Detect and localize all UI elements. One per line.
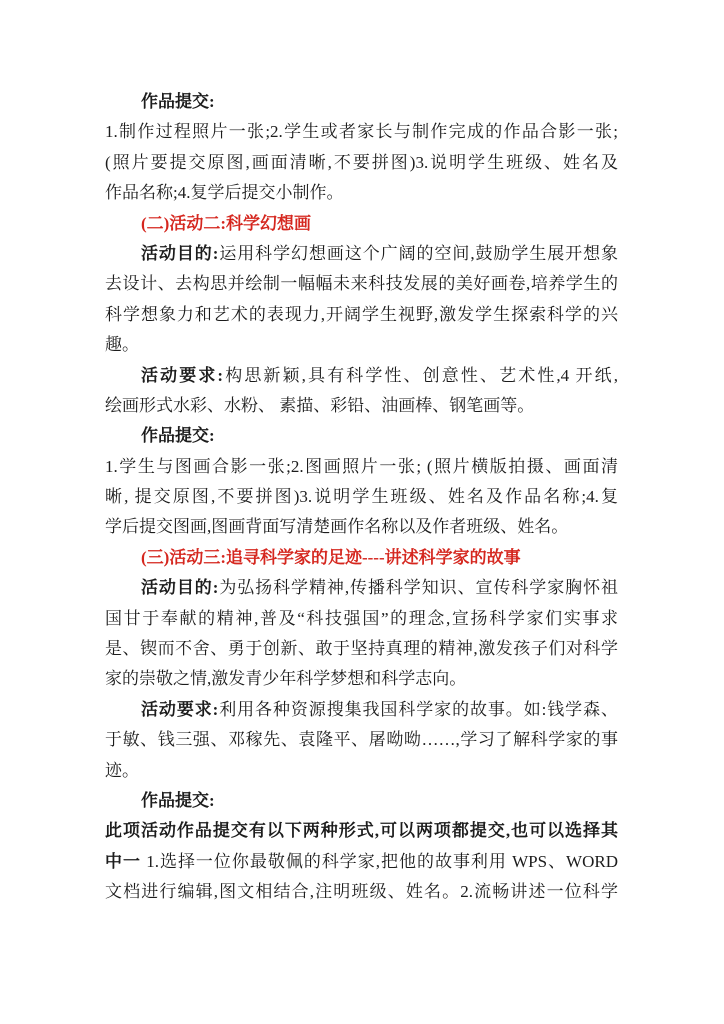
text-segment: 国甘于奉献的精神,普及“科技强国”的理念,宣扬科学家们实事求 xyxy=(105,608,618,628)
text-segment: 作品提交: xyxy=(141,790,215,810)
text-segment: (照片要提交原图,画面清晰,不要拼图)3.说明学生班级、姓名及 xyxy=(105,152,618,172)
text-segment: 活动要求: xyxy=(141,699,219,719)
text-line xyxy=(105,391,618,421)
text-segment: (三)活动三:追寻科学家的足迹----讲述科学家的故事 xyxy=(141,547,521,567)
text-segment: 科学想象力和艺术的表现力,开阔学生视野,激发学生探索科学的兴 xyxy=(105,304,618,324)
text-line xyxy=(105,604,618,634)
subheading-work-submission-2 xyxy=(105,421,618,451)
text-segment: 去设计、去构思并绘制一幅幅未来科技发展的美好画卷,培养学生的 xyxy=(105,274,618,294)
text-segment: 家的崇敬之情,激发青少年科学梦想和科学志向。 xyxy=(105,669,467,689)
text-line xyxy=(105,816,618,846)
text-line xyxy=(105,239,618,269)
text-line xyxy=(105,877,618,907)
text-segment: 于敏、钱三强、邓稼先、袁隆平、屠呦呦……,学习了解科学家的事 xyxy=(105,730,618,750)
text-segment: 1.制作过程照片一张;2.学生或者家长与制作完成的作品合影一张; xyxy=(105,122,618,142)
text-segment: 作品名称;4.复学后提交小制作。 xyxy=(105,183,344,203)
text-line xyxy=(105,148,618,178)
text-segment: 中一 xyxy=(105,851,147,871)
text-segment: 为弘扬科学精神,传播科学知识、宣传科学家胸怀祖 xyxy=(218,578,619,598)
text-segment: 运用科学幻想画这个广阔的空间,鼓励学生展开想象 xyxy=(218,243,619,263)
text-line xyxy=(105,725,618,755)
text-segment: 作品提交: xyxy=(141,426,215,446)
text-line xyxy=(105,178,618,208)
text-line xyxy=(105,269,618,299)
text-line xyxy=(105,573,618,603)
text-segment: 作品提交: xyxy=(141,92,215,111)
section-heading-activity-3 xyxy=(105,543,618,573)
text-line xyxy=(105,361,618,391)
text-line xyxy=(105,482,618,512)
text-segment: 迹。 xyxy=(105,760,139,780)
text-line xyxy=(105,847,618,877)
text-line xyxy=(105,634,618,664)
document-page xyxy=(105,87,618,908)
text-segment: 构思新颖,具有科学性、创意性、艺术性,4 开纸, xyxy=(223,365,619,385)
text-line xyxy=(105,117,618,147)
subheading-work-submission-3 xyxy=(105,786,618,816)
text-segment: 利用各种资源搜集我国科学家的故事。如:钱学森、 xyxy=(218,699,618,719)
text-line xyxy=(105,452,618,482)
text-segment: 趣。 xyxy=(105,335,139,355)
text-line xyxy=(105,300,618,330)
text-line xyxy=(105,756,618,786)
section-heading-activity-2 xyxy=(105,209,618,239)
subheading-work-submission-1 xyxy=(105,87,618,117)
text-segment: 文档进行编辑,图文相结合,注明班级、姓名。2.流畅讲述一位科学 xyxy=(105,882,618,902)
text-segment: 活动要求: xyxy=(141,365,224,385)
text-line xyxy=(105,512,618,542)
text-segment: 绘画形式水彩、水粉、 素描、彩铅、油画棒、钢笔画等。 xyxy=(105,395,535,415)
text-segment: 1.学生与图画合影一张;2.图画照片一张; (照片横版拍摄、画面清 xyxy=(105,456,618,476)
text-line xyxy=(105,330,618,360)
text-segment: 活动目的: xyxy=(141,243,219,263)
text-line xyxy=(105,664,618,694)
text-segment: 活动目的: xyxy=(141,578,219,598)
text-segment: 学后提交图画,图画背面写清楚画作名称以及作者班级、姓名。 xyxy=(105,517,569,537)
text-line xyxy=(105,695,618,725)
text-segment: 是、锲而不舍、勇于创新、敢于坚持真理的精神,激发孩子们对科学 xyxy=(105,639,618,659)
text-segment: 此项活动作品提交有以下两种形式,可以两项都提交,也可以选择其 xyxy=(105,821,618,841)
text-segment: 1.选择一位你最敬佩的科学家,把他的故事利用 WPS、WORD xyxy=(146,851,618,871)
text-segment: 晰, 提交原图,不要拼图)3.说明学生班级、姓名及作品名称;4.复 xyxy=(105,487,618,507)
text-segment: (二)活动二:科学幻想画 xyxy=(141,213,311,233)
